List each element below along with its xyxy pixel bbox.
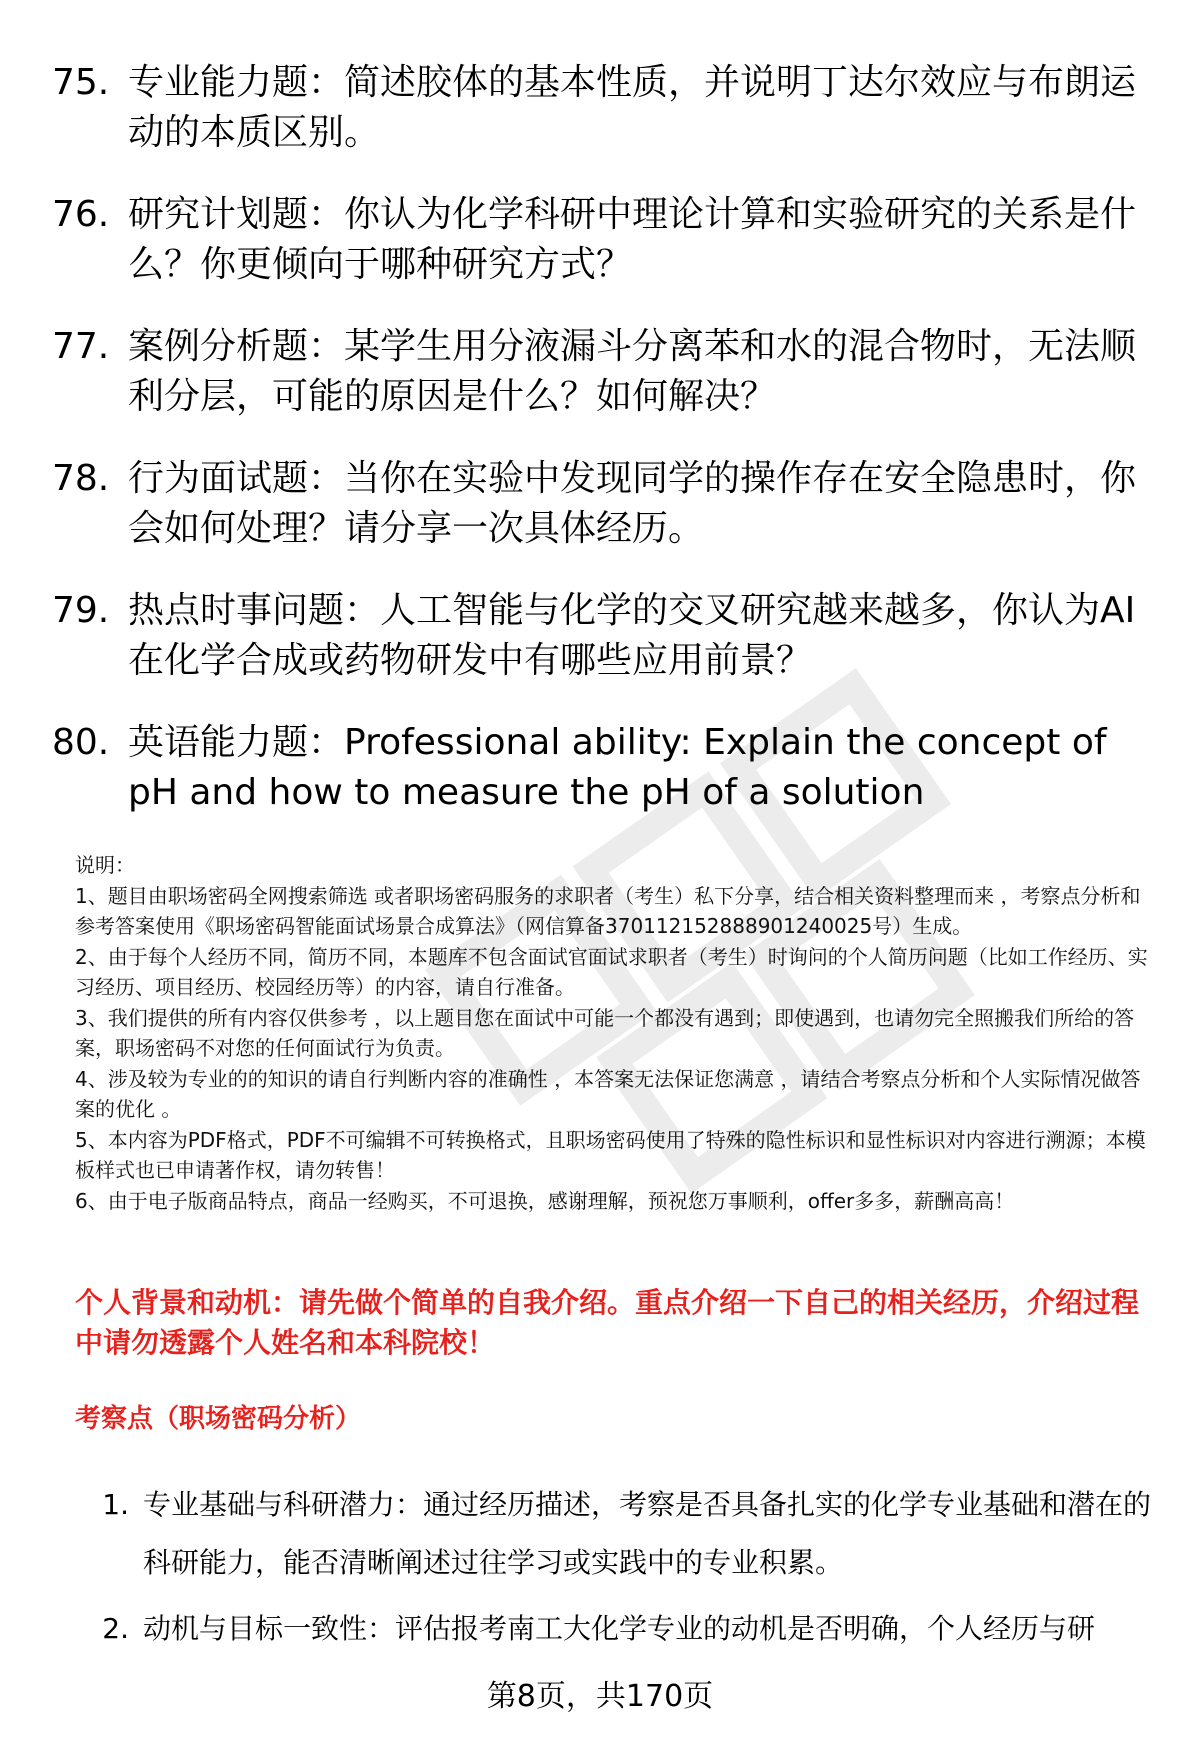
question-number: 75. <box>52 62 110 103</box>
question-item <box>52 586 1152 686</box>
analysis-number: 1. <box>102 1488 129 1521</box>
notes-title: 说明： <box>75 853 135 877</box>
exam-points-title: 考察点（职场密码分析） <box>75 1404 362 1434</box>
analysis-item <box>75 1600 1160 1658</box>
analysis-text: 动机与目标一致性：评估报考南工大化学专业的动机是否明确，个人经历与研 <box>143 1612 1096 1645</box>
question-number: 76. <box>52 194 110 235</box>
question-item <box>52 718 1152 818</box>
question-number: 78. <box>52 458 110 499</box>
question-number: 79. <box>52 590 110 631</box>
page-footer: 第8页，共170页 <box>486 1679 714 1714</box>
question-text: 专业能力题：简述胶体的基本性质，并说明丁达尔效应与布朗运动的本质区别。 <box>128 62 1137 153</box>
note-item: 4、涉及较为专业的的知识的请自行判断内容的准确性 ，本答案无法保证您满意 ，请结合考察点分析和个人实际情况做答案的优化 。 <box>75 1066 1141 1121</box>
question-item <box>52 58 1152 158</box>
question-text: 行为面试题：当你在实验中发现同学的操作存在安全隐患时，你会如何处理？请分享一次具体经历。 <box>128 458 1137 549</box>
disclaimer-notes <box>75 850 1155 1216</box>
question-text: 研究计划题：你认为化学科研中理论计算和实验研究的关系是什么？你更倾向于哪种研究方式？ <box>128 194 1137 285</box>
analysis-text: 专业基础与科研潜力：通过经历描述，考察是否具备扎实的化学专业基础和潜在的科研能力，能否清晰阐述过往学习或实践中的专业积累。 <box>143 1488 1152 1579</box>
intro-question: 个人背景和动机：请先做个简单的自我介绍。重点介绍一下自己的相关经历，介绍过程中请勿透露个人姓名和本科院校！ <box>75 1286 1140 1359</box>
question-item <box>52 322 1152 422</box>
question-text: 案例分析题：某学生用分液漏斗分离苯和水的混合物时，无法顺利分层，可能的原因是什么？如何解决？ <box>128 326 1137 417</box>
question-number: 80. <box>52 722 110 763</box>
note-item: 6、由于电子版商品特点，商品一经购买，不可退换，感谢理解，预祝您万事顺利，offer多多，薪酬高高！ <box>75 1188 1015 1213</box>
note-item: 5、本内容为PDF格式，PDF不可编辑不可转换格式，且职场密码使用了特殊的隐性标识和显性标识对内容进行溯源；本模板样式也已申请著作权，请勿转售！ <box>75 1127 1146 1182</box>
analysis-list <box>75 1476 1160 1666</box>
question-text: 热点时事问题：人工智能与化学的交叉研究越来越多，你认为AI在化学合成或药物研发中有哪些应用前景？ <box>128 590 1136 681</box>
question-text: 英语能力题：Professional ability: Explain the concept of pH and how to measure the pH of a solution <box>128 722 1107 813</box>
question-number: 77. <box>52 326 110 367</box>
question-item <box>52 190 1152 290</box>
note-item: 3、我们提供的所有内容仅供参考 ，以上题目您在面试中可能一个都没有遇到；即使遇到，也请勿完全照搬我们所给的答案，职场密码不对您的任何面试行为负责。 <box>75 1005 1135 1060</box>
question-item <box>52 454 1152 554</box>
analysis-number: 2. <box>102 1612 129 1645</box>
question-list <box>52 58 1152 850</box>
note-item: 1、题目由职场密码全网搜索筛选 或者职场密码服务的求职者（考生）私下分享，结合相关资料整理而来 ，考察点分析和参考答案使用《职场密码智能面试场景合成算法》（网信算备370112152888901240025号）生成。 <box>75 883 1141 938</box>
analysis-item <box>75 1476 1160 1592</box>
note-item: 2、由于每个人经历不同，简历不同，本题库不包含面试官面试求职者（考生）时询问的个人简历问题（比如工作经历、实习经历、项目经历、校园经历等）的内容，请自行准备。 <box>75 944 1148 999</box>
